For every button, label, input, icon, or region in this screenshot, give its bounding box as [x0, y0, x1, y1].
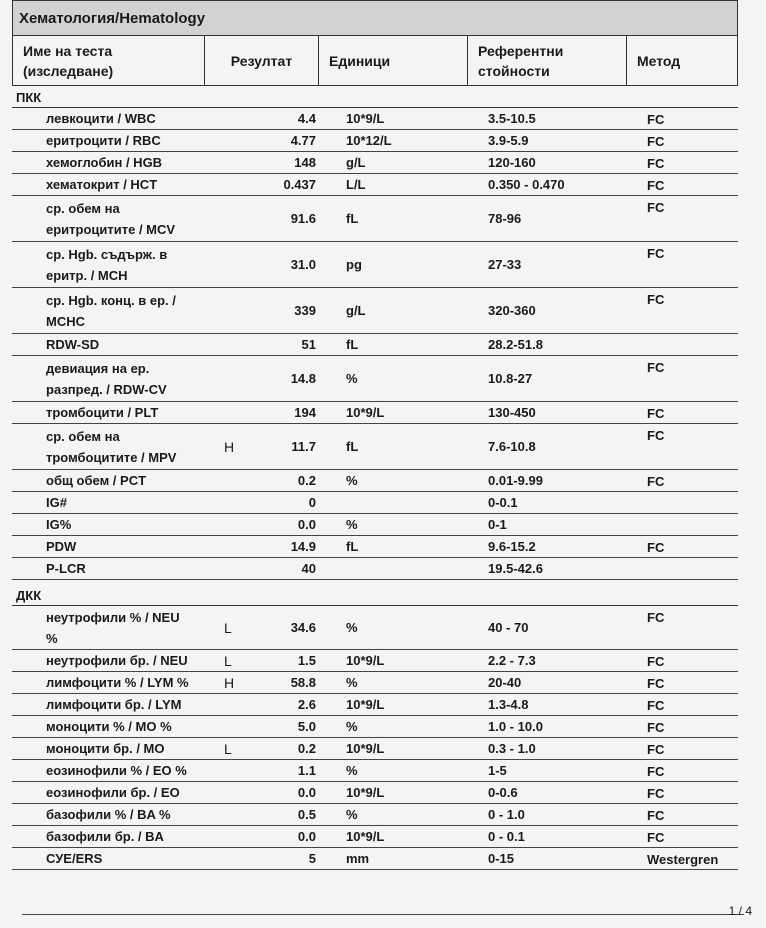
test-unit	[326, 492, 472, 513]
table-row	[12, 782, 738, 804]
test-result: 0.0	[297, 785, 316, 800]
row-spacer	[12, 760, 30, 781]
result-flag	[224, 356, 244, 401]
result-flag	[224, 536, 244, 557]
table-row	[12, 334, 738, 356]
row-spacer	[12, 738, 30, 759]
result-flag	[224, 716, 244, 737]
table-row	[12, 174, 738, 196]
reference-range: 27-33	[488, 257, 522, 272]
reference-range: 40 - 70	[488, 620, 529, 635]
reference-range: 28.2-51.8	[488, 337, 543, 352]
test-name: общ обем / PCT	[46, 473, 147, 488]
reference-range: 78-96	[488, 211, 522, 226]
test-result: 0.437	[283, 177, 316, 192]
test-method: FC	[647, 112, 665, 127]
result-flag	[224, 760, 244, 781]
test-result: 5	[308, 851, 316, 866]
reference-range: 1.0 - 10.0	[488, 719, 543, 734]
test-result: 34.6	[290, 620, 316, 635]
table-row	[12, 716, 738, 738]
test-method: FC	[647, 654, 665, 669]
test-result: 0	[308, 495, 316, 510]
result-flag	[224, 826, 244, 847]
test-result: 40	[301, 561, 316, 576]
test-name: IG%	[46, 517, 72, 532]
row-spacer	[12, 606, 30, 649]
test-name: RDW-SD	[46, 337, 100, 352]
row-spacer	[12, 782, 30, 803]
result-flag: L	[224, 652, 232, 669]
row-spacer	[12, 108, 30, 129]
test-unit	[326, 558, 472, 579]
table-row	[12, 760, 738, 782]
test-method	[631, 492, 738, 513]
test-name: P-LCR	[46, 561, 86, 576]
test-unit: fL	[346, 439, 359, 454]
test-method	[631, 514, 738, 535]
report-title: Хематология/Hematology	[12, 0, 738, 36]
test-method: FC	[647, 178, 665, 193]
result-flag	[224, 558, 244, 579]
table-row	[12, 356, 738, 402]
table-row	[12, 242, 738, 288]
reference-range: 320-360	[488, 303, 536, 318]
test-unit: 10*9/L	[346, 741, 385, 756]
table-row	[12, 424, 738, 470]
row-spacer	[12, 470, 30, 491]
test-method: FC	[647, 360, 665, 375]
test-unit: fL	[346, 211, 359, 226]
test-name: PDW	[46, 539, 77, 554]
footer-divider	[22, 914, 744, 915]
row-spacer	[12, 536, 30, 557]
table-row	[12, 848, 738, 870]
test-method: FC	[647, 742, 665, 757]
test-unit: 10*9/L	[346, 785, 385, 800]
table-row	[12, 606, 738, 650]
reference-range: 1-5	[488, 763, 507, 778]
result-flag	[224, 288, 244, 333]
test-method: FC	[647, 428, 665, 443]
result-flag	[224, 804, 244, 825]
test-method: FC	[647, 200, 665, 215]
table-row	[12, 536, 738, 558]
test-name: базофили % / BA %	[46, 807, 171, 822]
result-flag	[224, 196, 244, 241]
test-unit: g/L	[346, 303, 366, 318]
test-result: 51	[301, 337, 316, 352]
test-unit: %	[346, 517, 358, 532]
result-flag	[224, 470, 244, 491]
row-spacer	[12, 514, 30, 535]
test-result: 0.2	[297, 741, 316, 756]
test-method: FC	[647, 720, 665, 735]
table-header	[12, 36, 738, 86]
result-flag	[224, 174, 244, 195]
reference-range: 0 - 1.0	[488, 807, 525, 822]
result-flag: L	[224, 740, 232, 757]
test-method	[631, 334, 738, 355]
test-method: FC	[647, 764, 665, 779]
test-result: 5.0	[297, 719, 316, 734]
result-flag	[224, 848, 244, 869]
test-name: еозинофили % / EO %	[46, 763, 187, 778]
test-result: 1.1	[297, 763, 316, 778]
table-row	[12, 804, 738, 826]
result-flag: L	[224, 619, 232, 636]
reference-range: 9.6-15.2	[488, 539, 536, 554]
result-flag	[224, 242, 244, 287]
table-row	[12, 152, 738, 174]
header-units: Единици	[319, 36, 468, 85]
test-name: левкоцити / WBC	[46, 111, 156, 126]
row-spacer	[12, 848, 30, 869]
row-spacer	[12, 334, 30, 355]
test-result: 31.0	[290, 257, 316, 272]
test-unit: %	[346, 807, 358, 822]
test-method: FC	[647, 406, 665, 421]
test-name: хемоглобин / HGB	[46, 155, 163, 170]
test-unit: 10*9/L	[346, 653, 385, 668]
test-unit: 10*9/L	[346, 829, 385, 844]
reference-range: 0-1	[488, 517, 507, 532]
test-name: девиация на ер. разпред. / RDW-CV	[46, 360, 167, 397]
row-spacer	[12, 402, 30, 423]
row-spacer	[12, 288, 30, 333]
test-name: ср. Hgb. конц. в ер. / MCHC	[46, 292, 176, 329]
reference-range: 20-40	[488, 675, 522, 690]
table-row	[12, 558, 738, 580]
reference-range: 0 - 0.1	[488, 829, 525, 844]
row-spacer	[12, 558, 30, 579]
result-flag	[224, 492, 244, 513]
reference-range: 3.5-10.5	[488, 111, 536, 126]
test-result: 4.77	[290, 133, 316, 148]
section-label: ПКК	[12, 86, 738, 108]
test-method: FC	[647, 830, 665, 845]
test-name: еритроцити / RBC	[46, 133, 161, 148]
table-row	[12, 492, 738, 514]
test-name: еозинофили бр. / EO	[46, 785, 180, 800]
table-row	[12, 694, 738, 716]
reference-range: 10.8-27	[488, 371, 533, 386]
test-result: 0.2	[297, 473, 316, 488]
table-row	[12, 196, 738, 242]
test-method: FC	[647, 292, 665, 307]
test-method: FC	[647, 610, 665, 625]
test-method: FC	[647, 156, 665, 171]
row-spacer	[12, 130, 30, 151]
header-method: Метод	[637, 52, 681, 69]
section-label: ДКК	[12, 580, 738, 606]
test-method: FC	[647, 134, 665, 149]
test-result: 1.5	[297, 653, 316, 668]
test-name: ср. обем на тромбоцитите / MPV	[46, 428, 177, 465]
test-unit: %	[346, 371, 358, 386]
test-result: 4.4	[297, 111, 316, 126]
test-name: базофили бр. / BA	[46, 829, 164, 844]
test-method: FC	[647, 808, 665, 823]
test-method	[631, 558, 738, 579]
reference-range: 0.01-9.99	[488, 473, 543, 488]
test-result: 14.9	[290, 539, 316, 554]
row-spacer	[12, 152, 30, 173]
test-result: 0.0	[297, 829, 316, 844]
table-row	[12, 130, 738, 152]
table-row	[12, 108, 738, 130]
table-row	[12, 826, 738, 848]
test-unit: %	[346, 473, 358, 488]
reference-range: 3.9-5.9	[488, 133, 529, 148]
test-name: ср. Hgb. съдърж. в еритр. / MCH	[46, 246, 168, 283]
row-spacer	[12, 196, 30, 241]
result-flag: H	[224, 674, 235, 691]
page-number: 1 / 4	[728, 904, 752, 918]
hematology-report	[12, 0, 738, 870]
test-name: IG#	[46, 495, 67, 510]
test-unit: 10*9/L	[346, 697, 385, 712]
test-unit: L/L	[346, 177, 366, 192]
row-spacer	[12, 694, 30, 715]
result-flag	[224, 694, 244, 715]
test-name: моноцити бр. / MO	[46, 741, 165, 756]
table-row	[12, 650, 738, 672]
row-spacer	[12, 356, 30, 401]
header-result: Резултат	[205, 36, 319, 85]
test-name: тромбоцити / PLT	[46, 405, 159, 420]
row-spacer	[12, 424, 30, 469]
test-unit: 10*12/L	[346, 133, 392, 148]
test-result: 194	[294, 405, 316, 420]
test-unit: mm	[346, 851, 370, 866]
header-reference: Референтни стойности	[468, 36, 627, 85]
row-spacer	[12, 826, 30, 847]
reference-range: 2.2 - 7.3	[488, 653, 536, 668]
test-method: Westergren	[647, 852, 719, 867]
reference-range: 0.3 - 1.0	[488, 741, 536, 756]
test-method: FC	[647, 698, 665, 713]
test-unit: %	[346, 675, 358, 690]
table-body	[12, 86, 738, 870]
test-name: моноцити % / MO %	[46, 719, 172, 734]
test-result: 91.6	[290, 211, 316, 226]
table-row	[12, 738, 738, 760]
header-name: Име на теста (изследване)	[13, 36, 205, 85]
table-row	[12, 514, 738, 536]
reference-range: 0-0.1	[488, 495, 518, 510]
test-result: 0.0	[297, 517, 316, 532]
row-spacer	[12, 242, 30, 287]
table-row	[12, 470, 738, 492]
test-name: лимфоцити бр. / LYM	[46, 697, 182, 712]
result-flag	[224, 514, 244, 535]
test-name: СУЕ/ERS	[46, 851, 103, 866]
test-unit: %	[346, 763, 358, 778]
test-result: 148	[294, 155, 316, 170]
test-name: неутрофили % / NEU %	[46, 609, 180, 646]
test-unit: 10*9/L	[346, 405, 385, 420]
test-unit: %	[346, 620, 358, 635]
test-method: FC	[647, 786, 665, 801]
result-flag: H	[224, 438, 235, 455]
test-method: FC	[647, 540, 665, 555]
table-row	[12, 288, 738, 334]
test-unit: %	[346, 719, 358, 734]
test-unit: g/L	[346, 155, 366, 170]
test-name: хематокрит / HCT	[46, 177, 158, 192]
result-flag	[224, 130, 244, 151]
test-method: FC	[647, 474, 665, 489]
test-result: 11.7	[291, 439, 316, 454]
row-spacer	[12, 804, 30, 825]
result-flag	[224, 152, 244, 173]
reference-range: 120-160	[488, 155, 536, 170]
test-name: неутрофили бр. / NEU	[46, 653, 188, 668]
test-result: 0.5	[297, 807, 316, 822]
test-unit: fL	[346, 539, 359, 554]
test-method: FC	[647, 676, 665, 691]
test-name: ср. обем на еритроцитите / MCV	[46, 200, 176, 237]
table-row	[12, 402, 738, 424]
test-result: 2.6	[297, 697, 316, 712]
reference-range: 130-450	[488, 405, 536, 420]
test-unit: 10*9/L	[346, 111, 385, 126]
reference-range: 19.5-42.6	[488, 561, 543, 576]
row-spacer	[12, 672, 30, 693]
test-result: 339	[294, 303, 316, 318]
row-spacer	[12, 650, 30, 671]
reference-range: 0-0.6	[488, 785, 518, 800]
test-name: лимфоцити % / LYM %	[46, 675, 189, 690]
reference-range: 7.6-10.8	[488, 439, 536, 454]
test-result: 58.8	[290, 675, 316, 690]
test-unit: pg	[346, 257, 362, 272]
result-flag	[224, 402, 244, 423]
row-spacer	[12, 492, 30, 513]
row-spacer	[12, 174, 30, 195]
reference-range: 0.350 - 0.470	[488, 177, 565, 192]
test-method: FC	[647, 246, 665, 261]
reference-range: 0-15	[488, 851, 515, 866]
result-flag	[224, 334, 244, 355]
row-spacer	[12, 716, 30, 737]
test-unit: fL	[346, 337, 359, 352]
table-row	[12, 672, 738, 694]
result-flag	[224, 782, 244, 803]
reference-range: 1.3-4.8	[488, 697, 529, 712]
result-flag	[224, 108, 244, 129]
test-result: 14.8	[290, 371, 316, 386]
